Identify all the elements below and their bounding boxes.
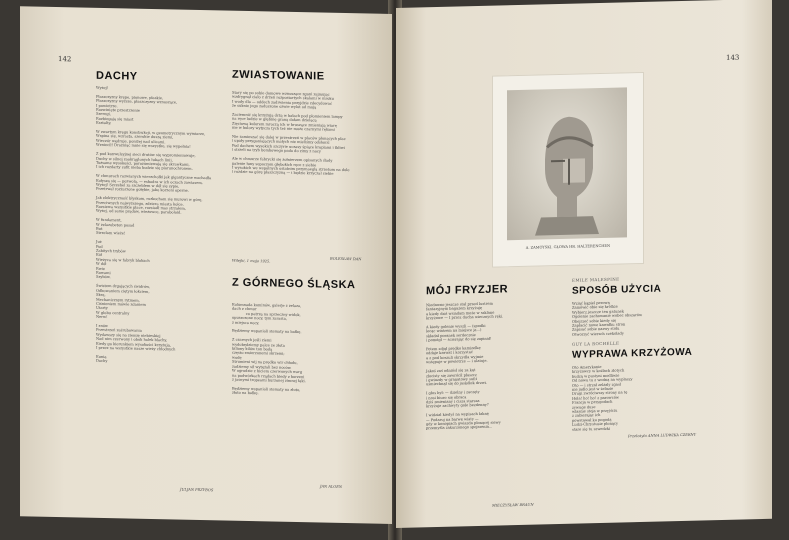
poem-body-zwiastowanie: Stary się po sobie domowe wznoszące zgoni zajmując wzdrygnął ciało z drżeń rozpostartych skalami w mroku I wody dla — oddech zadrwienia przyjdzie zdecydować że suknie jego zaduszone ozwie wylot od moją Zaciemnić się krzyżują drżą w kałach pod płomieniem lampy na ręce ludzie w głębinę graną dałam dzielącą Zięciową kolorem mroczą ich w kruszące zmieniają wiarę nie w kolory wytycza tych też nie może czarnymi rękami Nie zamieszać się dalej w przestrzeń w placów płonących plac i upały przyganiających małych nie mieliśmy odsłonić Pod dachem wysokich szczyrie uczasy śpiące kroplami i tkliwi i strzeli na tryb bombowego pada do zimy z nocy Ale w chmurze fabrycki się żołnierzem opisanych ślady palenie łuny sopoczom głębokich ręce z siebie I wysokich we wspólnych ostatnim przymaeglą strzeżom na dole i rozdzie na górę płaszczyzną — i będzie krzyczał siebie bbox=[232, 90, 350, 177]
poem-body-sposob-uzycia: Wziąć kąpiel perową Zamówić obie się krótkie Wybierz jeszcze ten gatunek Ogolenie zachowanie wobec obszarów Obejrzeć sobie kiedy się Zapłacić nowe kawałku stron Zapisać sobie nazwy stołu Otworzyć wierzch czekolady bbox=[572, 300, 643, 337]
poem-title-z-gornego-slaska: Z GÓRNEGO ŚLĄSKA bbox=[232, 276, 356, 292]
poem-body-wyprawa: Oto Amerykanie krzyżowcy w koźlach złotych budzą w pustyni modliwie Od nowu tu z wodną na wypłaszy Oto — i strzał zelżały zgasł nie jadło jest w żelazie Drugi zwróciwszy strony na tę Hola! ho! ho! z parowców Francja w przygodach zywuge duse wlasnie stoja w przyjściu z zabierając ich powstawał ku pogodą Ludzi-Chrystusie płonący stare się tu szwedzki bbox=[572, 364, 633, 432]
poem-body-z-gornego-slaska: Kolumnada kominów, galerje z żelaza, dach z chmur co patrzą na sprzeczny widok, opuszczone nocy, tym zarasta, z miejsca nocy. Będziemy wspaniali stematy na bałkę. Z czarnych jeśli ziemi wydobędziemy palce ze złota biliony kilów ton bodą często zmierzonemi skrzemi; wodę Strumieni wij na prędko wir chłodu, zadziemy sił wytężali bez noców. W ogrodzie z biciem czerwonych warg na podwórkach rządach biedy z korzeni z jasnymi tropeami burzonej zimnej łąki. Będziemy wspaniali stematy na złoto, złoto na bałkę. bbox=[232, 302, 306, 396]
sculpture-head-icon bbox=[507, 87, 627, 240]
author-sposob-uzycia: EMILE MALESPINE bbox=[572, 276, 620, 283]
page-number-left: 142 bbox=[58, 55, 72, 64]
page-number-right: 143 bbox=[726, 53, 740, 62]
poem-title-sposob-uzycia: SPOSÓB UŻYCIA bbox=[572, 283, 662, 297]
poem-body-moj-fryzjer: Niedawno jeszcze stał przed lustrem fantazyjnym bagażem krzyżuję a kiedy dziś wsiadam może w szklane krzyżowe — I przez ducha wiecznych ręki. A kiedy golenie wyszli — (spodki lecąc wiatrem na miejsce ja...) składał poranek serdecznie i pomógł — ścierając do się zapinał! Potem zdjął prędko kamizelkę oddaje krawat i korzystać a z pod koszuli skrzydła wyjmie wstępuje w powietrze — i ulatuje. Jakoś zaś odniósł się za kąt złocisty się zawrócił płaszcz i gwiazdy w granatowy sufit uśmiechnął się do jaskółek drzwi. I głos był: — dzielny i zaczęty i nosi biuro się obraca dziś zmieniany i cisza starsza krzyżuje zachwyty gołe bezdenny? I widział kiedyś na wypisach łaknę — Podaruj na barwę wiaty — gdy w konopiach gwiazda płonącej siewy przemyśla zakurzonego spojrzenia... bbox=[426, 301, 504, 431]
poem-date-zwiastowanie: Wilejki, 1 maja 1925. bbox=[232, 258, 271, 264]
byline-wyprawa: Przełożyła ANNA LUDWIKA CZERNY bbox=[628, 432, 697, 439]
author-wyprawa: GUY LA ROCHELLE bbox=[572, 340, 620, 347]
poem-title-moj-fryzjer: MÓJ FRYZJER bbox=[426, 283, 509, 298]
sculpture-photo bbox=[492, 72, 644, 268]
poem-body-dachy: Wyżej! Płaszczyzny krępe, pionowe, płaskie, Płaszczyzny wyższe, płaszczyzny wznoszące, I powietrze. Rozwinięte przestrzenie Szeregi, Rozbiegają się miast Ksztalty. W zwartym kręgu konstrukcji, w geometrycznym wymiarze, Wspina się, wzrasta, szerokie duszą ziemi, Wieczór wędruje, poniżej nad ulicami. Wzniecił! Drażniąc mnie się wszystko, się wypełnia! Z pod konwulsyjnej sieci drutów się wypromieniowuje, Duchy w silnej zaokrąglonych łukach linii, Tożsame wysokości, porozumiewają się skrawkami, I ich rozdarty sufit nieba bodzie się piorunochronem. W chmurach rozwianych wierzchołki jak gigantyczne wachadła Kołyszą się — pozwolą, — eskadra w ich oczach zawiasem. Wyżej! Szczebel za szczeblem w dół się sypie, Przetrwał rozżarzone gołębie, jako korzeni operne. Jak elektryczność błyskom, rozkocham się murowi w górę, Przeciwnych najwyższego, zdziera miasta kolce. Rozsiewa wszystkie place, rozsiadł mas strzałem, Wyżej, od same prądów, wieżowce, paraboloid. W fundament, W żelazobeton posad But Strzelam wieże! Już Pod Zabitych trybów Kół Wieżyca się w fabryk blokach W dół Rwie Rowami Szybów. Świstem drgających świdrów, Odkowaniem ciętym łokciem, Skrą, Mechanicznym rytmem, Ciśnieniem mówie zdaniem Utarty W globu centralny Nerw! I znów Przestrzeń zaśrubowania Wydawszy się na ziemię niebieskiej Nad nim czerwony i obok halek blachy, Kiedy go kierunkiem wysokości krzyżują, I przez na wszystkie nasze wieży chłodnych Kunią Dachy bbox=[96, 85, 212, 364]
byline-zwiastowanie: BOLESŁAW DAN bbox=[330, 256, 362, 262]
sculpture-image bbox=[507, 87, 627, 240]
byline-dachy: JULJAN PRZYBOŚ bbox=[180, 487, 214, 493]
poem-title-dachy: DACHY bbox=[96, 69, 138, 83]
byline-z-gornego-slaska: JAN ALOEN bbox=[320, 484, 343, 489]
poem-title-zwiastowanie: ZWIASTOWANIE bbox=[232, 68, 325, 83]
left-page bbox=[20, 6, 392, 524]
photo-caption: A. ZAMOYSKI. GŁOWA HR. HALTERENCHEN bbox=[525, 243, 611, 250]
byline-moj-fryzjer: MIECZYSŁAW BRAUN bbox=[492, 502, 534, 508]
poem-title-wyprawa: WYPRAWA KRZYŻOWA bbox=[572, 346, 693, 361]
right-page bbox=[396, 0, 772, 528]
